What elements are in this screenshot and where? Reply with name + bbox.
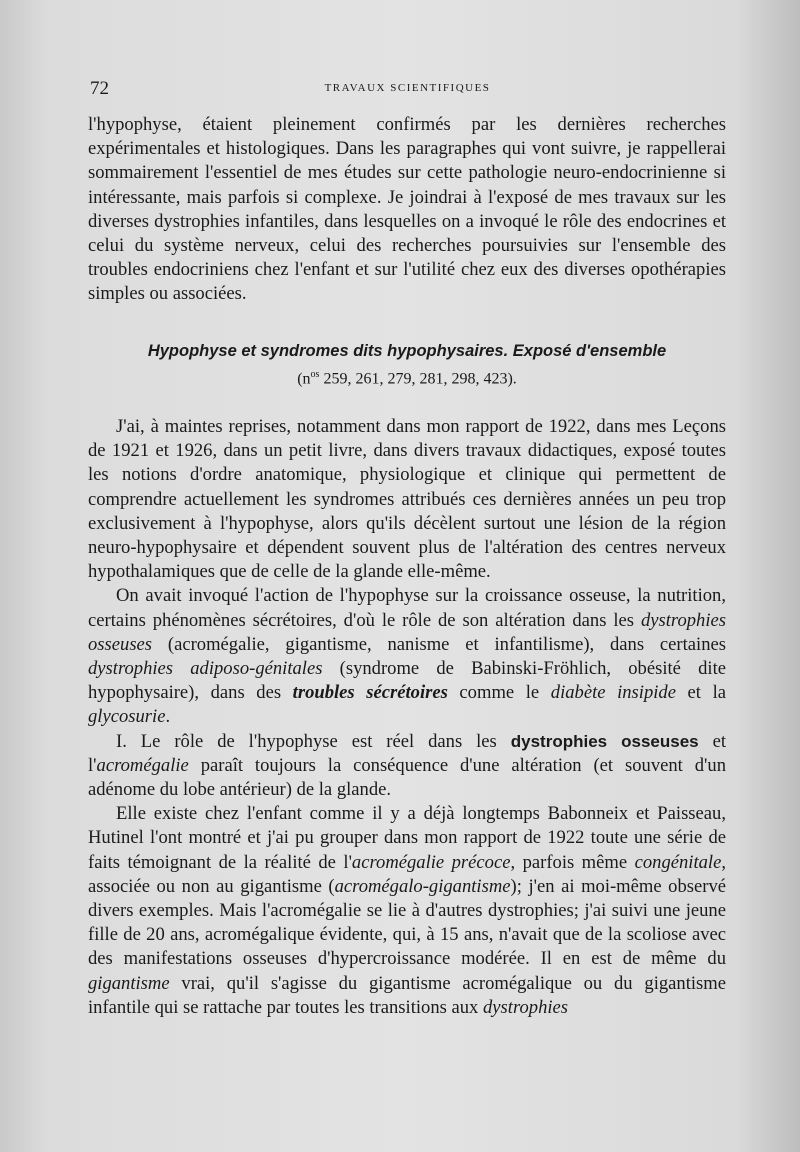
section-title: Hypophyse et syndromes dits hypophysaires. Exposé d'ensemble <box>147 341 667 360</box>
page-body <box>88 113 726 1020</box>
paragraph-1: l'hypophyse, étaient pleinement confirmés par les dernières recherches expérimentales et histologiques. Dans les paragraphes qui vont suivre, je rappellerai sommairement l'essentiel de mes études sur cette pathologie neuro-endocrinienne si intéressante, mais parfois si complexe. Je joindrai à l'exposé de mes travaux sur les diverses dystrophies infantiles, dans lesquelles on a invoqué le rôle des endocrines et celui du système nerveux, celui des recherches poursuivies sur l'ensemble des troubles endocriniens chez l'enfant et sur l'utilité chez eux des diverses opothérapies simples ou associées. <box>88 114 726 305</box>
page-number: 72 <box>90 78 109 99</box>
page-header <box>90 78 725 102</box>
paragraph-5: Elle existe chez l'enfant comme il y a déjà longtemps Babonneix et Paisseau, Hutinel l'ont montré et j'ai pu grouper dans mon rapport de 1922 toute une série de faits témoignant de la réalité de l'acromégalie précoce, parfois même congénitale, associée ou non au gigantisme (acromégalo-gigantisme); j'en ai moi-même observé divers exemples. Mais l'acromégalie se lie à d'autres dystrophies; j'ai suivi une jeune fille de 20 ans, acromégalique évidente, qui, à 15 ans, n'avait que de la scoliose avec des manifestations osseuses d'hypercroissance modérée. Il en est de même du gigantisme vrai, qu'il s'agisse du gigantisme acromégalique ou du gigantisme infantile qui se rattache par toutes les transitions aux dystrophies <box>88 803 726 1018</box>
paragraph-4: I. Le rôle de l'hypophyse est réel dans les dystrophies osseuses et l'acromégalie paraît toujours la conséquence d'une altération (et souvent d'un adénome du lobe antérieur) de la glande. <box>88 730 726 800</box>
section-references: ($n^{os}$ 259, 261, 279, 281, 298, 423). <box>297 368 517 387</box>
running-title: TRAVAUX SCIENTIFIQUES <box>324 82 491 94</box>
paragraph-2: J'ai, à maintes reprises, notamment dans mon rapport de 1922, dans mes Leçons de 1921 et 1926, dans un petit livre, dans divers travaux didactiques, exposé toutes les notions d'ordre anatomique, physiologique et clinique qui permettent de comprendre actuellement les syndromes attribués ces dernières années un peu trop exclusivement à l'hypophyse, alors qu'ils décèlent surtout une lésion de la région neuro-hypophysaire et dépendent souvent plus de l'altération des centres nerveux hypothalamiques que de celle de la glande elle-même. <box>88 415 726 583</box>
paragraph-3: On avait invoqué l'action de l'hypophyse sur la croissance osseuse, la nutrition, certains phénomènes sécrétoires, d'où le rôle de son altération dans les dystrophies osseuses (acromégalie, gigantisme, nanisme et infantilisme), dans certaines dystrophies adiposo-génitales (syndrome de Babinski-Fröhlich, obésité dite hypophysaire), dans des troubles sécrétoires comme le diabète insipide et la glycosurie. <box>88 585 726 728</box>
